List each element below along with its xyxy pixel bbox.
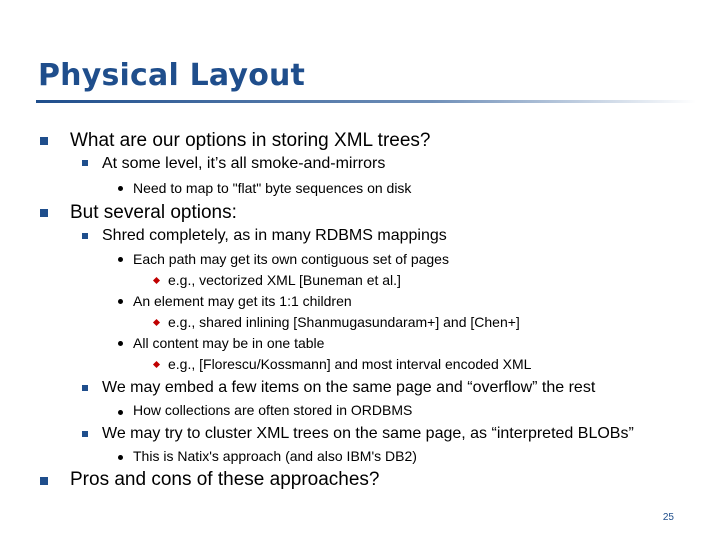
bullet-text: We may embed a few items on the same page and “overflow” the rest — [102, 379, 596, 396]
square-bullet-icon — [82, 385, 88, 391]
dot-bullet-icon — [118, 299, 123, 304]
bullet-text: All content may be in one table — [133, 335, 325, 351]
square-bullet-icon — [40, 477, 48, 485]
page-number: 25 — [662, 512, 674, 523]
square-bullet-icon — [82, 233, 88, 239]
dot-bullet-icon — [118, 257, 123, 262]
bullet-text: How collections are often stored in ORDBMS — [133, 402, 413, 418]
square-bullet-icon — [82, 160, 88, 166]
bullet-text: Each path may get its own contiguous set of pages — [133, 251, 449, 267]
bullet-text: What are our options in storing XML trees? — [70, 130, 431, 151]
diamond-bullet-icon — [154, 278, 159, 283]
bullet-text: e.g., vectorized XML [Buneman et al.] — [168, 272, 401, 288]
bullet-text: Need to map to "flat" byte sequences on disk — [133, 180, 412, 196]
bullet-text: We may try to cluster XML trees on the same page, as “interpreted BLOBs” — [102, 425, 634, 442]
slide-title: Physical Layout — [38, 58, 306, 93]
dot-bullet-icon — [118, 186, 123, 191]
diamond-bullet-icon — [154, 362, 159, 367]
bullet-text: e.g., [Florescu/Kossmann] and most interval encoded XML — [168, 356, 532, 372]
square-bullet-icon — [40, 209, 48, 217]
bullet-text: Shred completely, as in many RDBMS mappings — [102, 227, 447, 244]
diamond-bullet-icon — [154, 320, 159, 325]
bullet-text: But several options: — [70, 202, 237, 223]
bullet-text: At some level, it’s all smoke-and-mirrors — [102, 155, 386, 172]
dot-bullet-icon — [118, 410, 123, 415]
square-bullet-icon — [82, 431, 88, 437]
dot-bullet-icon — [118, 341, 123, 346]
bullet-text: This is Natix's approach (and also IBM's DB2) — [133, 448, 417, 464]
bullet-text: e.g., shared inlining [Shanmugasundaram+] and [Chen+] — [168, 314, 520, 330]
bullet-text: An element may get its 1:1 children — [133, 293, 352, 309]
title-underline — [36, 100, 696, 103]
dot-bullet-icon — [118, 455, 123, 460]
square-bullet-icon — [40, 137, 48, 145]
bullet-text: Pros and cons of these approaches? — [70, 469, 380, 490]
